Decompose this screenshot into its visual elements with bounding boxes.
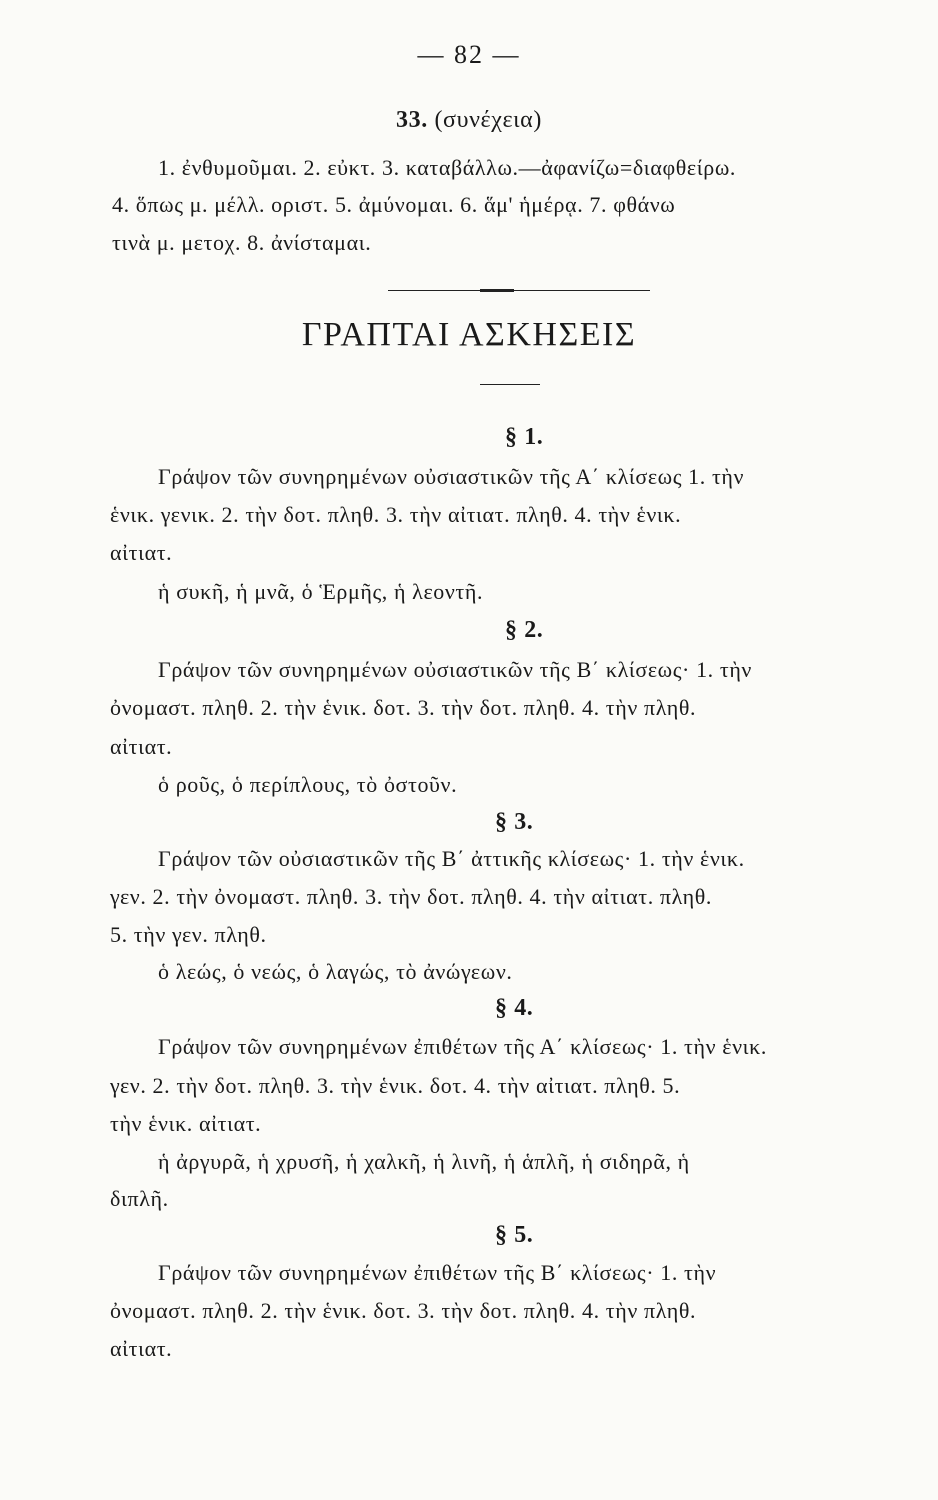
exercise-text-line: 5. τὴν γεν. πληθ. xyxy=(110,922,267,947)
section-heading xyxy=(0,108,938,132)
exercise-label: § 4. xyxy=(495,995,534,1021)
page-number: — 82 — xyxy=(417,40,521,69)
exercise-text-line: γεν. 2. τὴν ὀνομαστ. πληθ. 3. τὴν δοτ. πληθ. 4. τὴν αἰτιατ. πληθ. xyxy=(110,884,713,909)
title-underline xyxy=(480,384,540,385)
exercise-words: ὁ λεώς, ὁ νεώς, ὁ λαγώς, τὸ ἀνώγεων. xyxy=(158,959,513,984)
answer-line: 4. ὅπως μ. μέλλ. οριστ. 5. ἀμύνομαι. 6. ἅμ' ἡμέρᾳ. 7. φθάνω xyxy=(112,192,676,217)
answer-line: τινὰ μ. μετοχ. 8. ἀνίσταμαι. xyxy=(112,230,372,255)
exercise-words: ἡ ἀργυρᾶ, ἡ χρυσῆ, ἡ χαλκῆ, ἡ λινῆ, ἡ ἁπλῆ, ἡ σιδηρᾶ, ἡ xyxy=(158,1149,690,1174)
exercise-text-line: αἰτιατ. xyxy=(110,540,173,565)
exercise-text-line: ἑνικ. γενικ. 2. τὴν δοτ. πληθ. 3. τὴν αἰτιατ. πληθ. 4. τὴν ἑνικ. xyxy=(110,502,682,527)
page-title: ΓΡΑΠΤΑΙ ΑΣΚΗΣΕΙΣ xyxy=(301,316,637,353)
exercise-words: ὁ ροῦς, ὁ περίπλους, τὸ ὀστοῦν. xyxy=(158,772,458,797)
exercise-text-line: Γράψον τῶν συνηρημένων ἐπιθέτων τῆς Α΄ κλίσεως· 1. τὴν ἑνικ. xyxy=(158,1034,767,1059)
exercise-text-line: Γράψον τῶν συνηρημένων ἐπιθέτων τῆς Β΄ κλίσεως· 1. τὴν xyxy=(158,1260,717,1285)
exercise-words: ἡ συκῆ, ἡ μνᾶ, ὁ Ἑρμῆς, ἡ λεοντῆ. xyxy=(158,579,484,604)
section-heading-text: (συνέχεια) xyxy=(434,107,542,133)
exercise-label: § 2. xyxy=(505,617,544,643)
exercise-words: διπλῆ. xyxy=(110,1186,169,1211)
exercise-text-line: αἰτιατ. xyxy=(110,734,173,759)
exercise-text-line: ὀνομαστ. πληθ. 2. τὴν ἑνικ. δοτ. 3. τὴν δοτ. πληθ. 4. τὴν πληθ. xyxy=(110,695,697,720)
answer-line: 1. ἐνθυμοῦμαι. 2. εὐκτ. 3. καταβάλλω.—ἀφανίζω=διαφθείρω. xyxy=(158,155,737,180)
exercise-text-line: γεν. 2. τὴν δοτ. πληθ. 3. τὴν ἑνικ. δοτ. 4. τὴν αἰτιατ. πληθ. 5. xyxy=(110,1073,681,1098)
exercise-text-line: Γράψον τῶν συνηρημένων οὐσιαστικῶν τῆς Β΄ κλίσεως· 1. τὴν xyxy=(158,657,752,682)
exercise-text-line: Γράψον τῶν συνηρημένων οὐσιαστικῶν τῆς Α΄ κλίσεως 1. τὴν xyxy=(158,464,745,489)
divider-rule-accent xyxy=(480,289,514,292)
exercise-label: § 3. xyxy=(495,809,534,835)
exercise-label: § 5. xyxy=(495,1222,534,1248)
section-number: 33. xyxy=(396,107,428,133)
divider-rule xyxy=(388,290,650,291)
exercise-text-line: τὴν ἑνικ. αἰτιατ. xyxy=(110,1111,262,1136)
exercise-text-line: αἰτιατ. xyxy=(110,1336,173,1361)
exercise-label: § 1. xyxy=(505,424,544,450)
exercise-text-line: ὀνομαστ. πληθ. 2. τὴν ἑνικ. δοτ. 3. τὴν δοτ. πληθ. 4. τὴν πληθ. xyxy=(110,1298,697,1323)
exercise-text-line: Γράψον τῶν οὐσιαστικῶν τῆς Β΄ ἀττικῆς κλίσεως· 1. τὴν ἑνικ. xyxy=(158,846,745,871)
